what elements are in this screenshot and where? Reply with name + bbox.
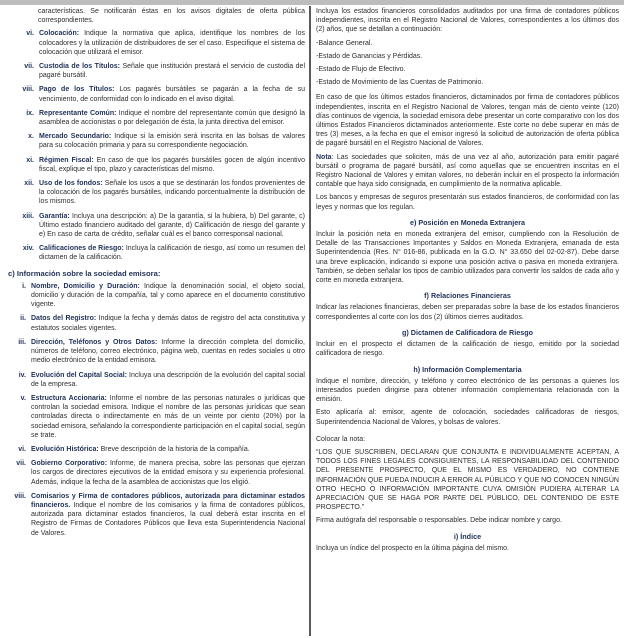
- section-g-heading: g) Dictamen de Calificadora de Riesgo: [401, 327, 533, 337]
- signature-instruction: Firma autógrafa del responsable o responsables. Debe indicar nombre y cargo.: [316, 517, 562, 525]
- item-label: Comisarios y Firma de contadores públicos, autorizada para dictaminar estados financieros.: [31, 492, 305, 509]
- item-body: Indique la normativa que aplica, identifique los nombres de los colocadores y la utilización de distribuidores de ser el caso. Especifique el sistema de colocación que utilizará el emisor.: [39, 30, 305, 56]
- list-item: [8, 314, 305, 332]
- section-f-heading: f) Relaciones Financieras: [424, 291, 511, 301]
- item-number: vi.: [18, 445, 26, 453]
- list-item: [8, 179, 305, 207]
- nota-label: Nota: [316, 153, 332, 161]
- section-f-text: Indicar las relaciones financieras, deben ser preparadas sobre la base de los estados financieros correspondientes al corte con los dos (2) últimos cierres auditados.: [316, 304, 619, 321]
- item-body: Incluya una descripción de la evolución del capital social de la empresa.: [31, 371, 305, 388]
- section-c-heading: c) Información sobre la sociedad emisora:: [8, 268, 161, 278]
- item-label: Colocación:: [39, 30, 80, 38]
- item-number: vii.: [16, 460, 26, 468]
- item-text: [31, 445, 305, 454]
- list-item: [8, 62, 305, 80]
- section-i-heading: i) Índice: [453, 531, 482, 541]
- list-item: [8, 282, 305, 310]
- item-text: [31, 394, 305, 440]
- continued-paragraph: características. Se notificarán éstas en los avisos digitales de oferta pública correspondientes.: [38, 8, 305, 25]
- section-h-heading: h) Información Complementaria: [413, 364, 522, 374]
- nota-text: : Las sociedades que soliciten, más de una vez al año, autorización para emitir pagaré bursátil o programa de pagaré bursátil, así como aquellas que se encuentren inscritas en el Registro Nacional de Valores y emitan valores, no deberán incluir en el prospecto la información contable que haya sido consignada, en cumplimiento de la normativa aplicable.: [316, 153, 619, 189]
- section-e-text: Incluir la posición neta en moneda extranjera del emisor, cumpliendo con la Resolución de Detalle de las Transacciones Importantes y Saldos en Moneda Extranjera, emanada de esta Superintendencia (Res. N° 016-86, publicada en la G.O. N° 33.650 del 02-02-87). Debe darse una breve explicación, indicando si expone una posición activa o pasiva en moneda extranjera. También, se deben señalar los tipos de cambio utilizados para convertir los saldos de cada año y corte en moneda extranjera.: [316, 231, 619, 285]
- item-label: Pago de los Títulos:: [39, 86, 115, 94]
- note-instruction: Colocar la nota:: [316, 435, 366, 443]
- item-label: Estructura Accionaria:: [31, 394, 107, 402]
- item-text: [39, 85, 305, 103]
- item-body: Incluya la calificación de riesgo, así como un resumen del dictamen de la calificación.: [39, 245, 305, 262]
- item-text: [39, 132, 305, 150]
- statement-item: -Estado de Movimiento de las Cuentas de Patrimonio.: [316, 79, 484, 87]
- list-item: [8, 459, 305, 487]
- item-number: iv.: [18, 371, 26, 379]
- comparative-cut-paragraph: En caso de que los últimos estados financieros, dictaminados por firma de contadores públicos independientes, inscrita en el Registro Nacional de Valores, tengan más de ciento veinte (120) días continuos de vigencia, la sociedad emisora debe presentar un corte comparativo con los dos últimos Estados Financieros dictaminados anteriormente. Este corte no debe superar en más de tres (3) meses, a la fecha en que el emisor ingresó la solicitud de autorización de oferta pública de pagaré bursátil en el Registro Nacional de Valores.: [316, 94, 619, 148]
- list-item: [8, 109, 305, 127]
- list-item: [8, 492, 305, 538]
- financials-intro: Incluya los estados financieros consolidados auditados por una firma de contadores públicos independientes, inscrita en el Registro Nacional de Valores, correspondientes a los últimos dos (2) años, que se detallan a continuación:: [316, 8, 619, 34]
- right-column: [316, 7, 619, 635]
- item-number: xiii.: [22, 212, 34, 220]
- list-item: [8, 212, 305, 240]
- item-body: Informe la dirección completa del domicilio, números de teléfono, correo electrónico, página web, cuentas en redes sociales u otro medio electrónico de la entidad emisora.: [31, 338, 305, 365]
- item-number: viii.: [14, 492, 26, 500]
- item-number: xiv.: [22, 245, 34, 253]
- item-text: [39, 212, 305, 240]
- item-number: xi.: [26, 156, 34, 164]
- item-text: [39, 29, 305, 57]
- item-number: i.: [22, 282, 26, 290]
- section-h-text: Indique el nombre, dirección, y teléfono y correo electrónico de las personas a quienes los interesados pueden dirigirse para obtener información complementaria relacionada con la emisión.: [316, 377, 619, 404]
- statement-item: -Estado de Ganancias y Pérdidas.: [316, 52, 423, 60]
- item-text: [39, 109, 305, 127]
- item-body: Indique la fecha y demás datos de registro del acta constitutiva y estatutos sociales vigentes.: [31, 315, 305, 332]
- list-item: [8, 85, 305, 103]
- top-scan-band: [0, 0, 624, 5]
- item-body: Informe el nombre de las personas naturales o jurídicas que controlan la sociedad emisora. Indique el nombre de las personas jurídicas que sean controladas directa o indirectamente en más de un veinte por ciento (20%) por la sociedad emisora, señalando la correspondiente participación en el capital social, según se trate.: [31, 394, 305, 439]
- item-text: [39, 244, 305, 262]
- item-body: Señale los usos a que se destinarán los fondos provenientes de la colocación de los pagarés bursátiles, indicando porcentualmente la distribución de los mismos.: [39, 180, 305, 206]
- banks-paragraph: Los bancos y empresas de seguros presentarán sus estados financieros, de conformidad con las leyes y normas que los regulan.: [316, 194, 619, 211]
- list-item: [8, 29, 305, 57]
- item-body: En caso de que los pagarés bursátiles gocen de algún incentivo fiscal, explique el tipo, plazo y características del mismo.: [39, 156, 305, 173]
- item-label: Custodia de los Títulos:: [39, 63, 120, 71]
- list-item: [8, 132, 305, 150]
- item-label: Garantía:: [39, 212, 70, 220]
- item-body: Indique el nombre del representante común que designó la asamblea de accionistas o por delegación de ésta, la junta directiva del emisor.: [39, 109, 305, 127]
- section-i-text: Incluya un índice del prospecto en la última página del mismo.: [316, 544, 509, 552]
- list-item: [8, 445, 305, 454]
- item-label: Nombre, Domicilio y Duración:: [31, 282, 140, 290]
- item-number: xii.: [24, 180, 34, 188]
- item-body: Incluya una descripción: a) De la garantía, si la hubiera, b) Del garante, c) Último estado financiero auditado del garante, d) Calificación de riesgo del garante y e) En caso de carta de crédito, señalar cuál es el banco corresponsal nacional.: [39, 212, 305, 239]
- declaration-quote: “LOS QUE SUSCRIBEN, DECLARAN QUE CONJUNTA E INDIVIDUALMENTE ACEPTAN, A TODOS LOS FINES LEGALES CONSIGUIENTES, LA RESPONSABILIDAD DEL CONTENIDO DEL PRESENTE PROSPECTO, QUE EL MISMO ES VERDADERO, NO CONTIENE INFORMACIÓN QUE PUEDA INDUCIR A ERROR AL PÚBLICO Y QUE NO CONOCEN NINGÚN OTRO HECHO O INFORMACIÓN IMPORTANTE CUYA OMISIÓN PUDIERA ALTERAR LA APRECIACIÓN QUE SE HAGA POR PARTE DEL PÚBLICO, DEL CONTENIDO DE ESTE PROSPECTO.”: [316, 448, 619, 512]
- item-text: [39, 156, 305, 174]
- item-number: vi.: [26, 30, 34, 38]
- item-list-c: [8, 282, 305, 538]
- item-number: x.: [28, 133, 34, 141]
- item-text: [39, 179, 305, 207]
- item-text: [31, 492, 305, 538]
- item-number: vii.: [24, 63, 34, 71]
- column-divider: [309, 6, 311, 636]
- list-item: [8, 156, 305, 174]
- left-column: [8, 7, 305, 635]
- item-number: iii.: [18, 338, 26, 346]
- list-item: [8, 371, 305, 389]
- item-label: Gobierno Corporativo:: [31, 460, 108, 468]
- item-body: Señale que institución prestará el servicio de custodia del pagaré bursátil.: [39, 63, 305, 80]
- item-body: Indique si la emisión será inscrita en las bolsas de valores para su colocación primaria y para su correspondiente negociación.: [39, 133, 305, 150]
- item-body: Indique la denominación social, el objeto social, domicilio y duración de la compañía, tal y como aparece en el documento constitutivo vigente.: [31, 282, 305, 309]
- item-label: Evolución Histórica:: [31, 445, 99, 453]
- item-body: Indique el nombre de los comisarios y la firma de contadores públicos, autorizada para dictaminar estados financieros, la cual deberá estar inscrita en el Registro de Firmas de Contadores Públicos que lleva esta Superintendencia Nacional de Valores.: [31, 501, 305, 537]
- item-list-b: [8, 29, 305, 262]
- item-text: [31, 459, 305, 487]
- item-label: Dirección, Teléfonos y Otros Datos:: [31, 338, 158, 346]
- section-h-text-2: Esto aplicaría al: emisor, agente de colocación, sociedades calificadoras de riesgos, Superintendencia Nacional de Valores, y bolsas de valores.: [316, 409, 619, 426]
- item-label: Evolución del Capital Social:: [31, 371, 127, 379]
- section-e-heading: e) Posición en Moneda Extranjera: [409, 217, 526, 227]
- nota-paragraph: [316, 153, 619, 190]
- item-number: ix.: [26, 109, 34, 117]
- item-body: Los pagarés bursátiles se pagarán a la fecha de su vencimiento, de conformidad con lo indicado en el aviso digital.: [39, 86, 305, 103]
- item-text: [31, 338, 305, 366]
- item-label: Datos del Registro:: [31, 315, 97, 323]
- item-text: [31, 314, 305, 332]
- item-text: [31, 282, 305, 310]
- item-label: Uso de los fondos:: [39, 180, 103, 188]
- item-body: Informe, de manera precisa, sobre las personas que ejerzan los cargos de directores ejecutivos de la entidad emisora y su experiencia profesional. Además, indique la fecha de la asamblea de accionistas que los eligió.: [31, 460, 305, 486]
- list-item: [8, 244, 305, 262]
- section-g-text: Incluir en el prospecto el dictamen de la calificación de riesgo, emitido por la sociedad calificadora de riesgo.: [316, 341, 619, 358]
- item-text: [31, 371, 305, 389]
- item-text: [39, 62, 305, 80]
- item-label: Régimen Fiscal:: [39, 156, 94, 164]
- item-label: Mercado Secundario:: [39, 133, 112, 141]
- item-number: v.: [20, 394, 26, 402]
- statement-item: -Balance General.: [316, 39, 373, 47]
- statement-item: -Estado de Flujo de Efectivo.: [316, 66, 406, 74]
- item-number: viii.: [22, 86, 34, 94]
- list-item: [8, 338, 305, 366]
- list-item: [8, 394, 305, 440]
- item-number: ii.: [20, 315, 26, 323]
- item-label: Representante Común:: [39, 109, 117, 117]
- item-label: Calificaciones de Riesgo:: [39, 245, 124, 253]
- item-body: Breve descripción de la historia de la compañía.: [98, 445, 250, 453]
